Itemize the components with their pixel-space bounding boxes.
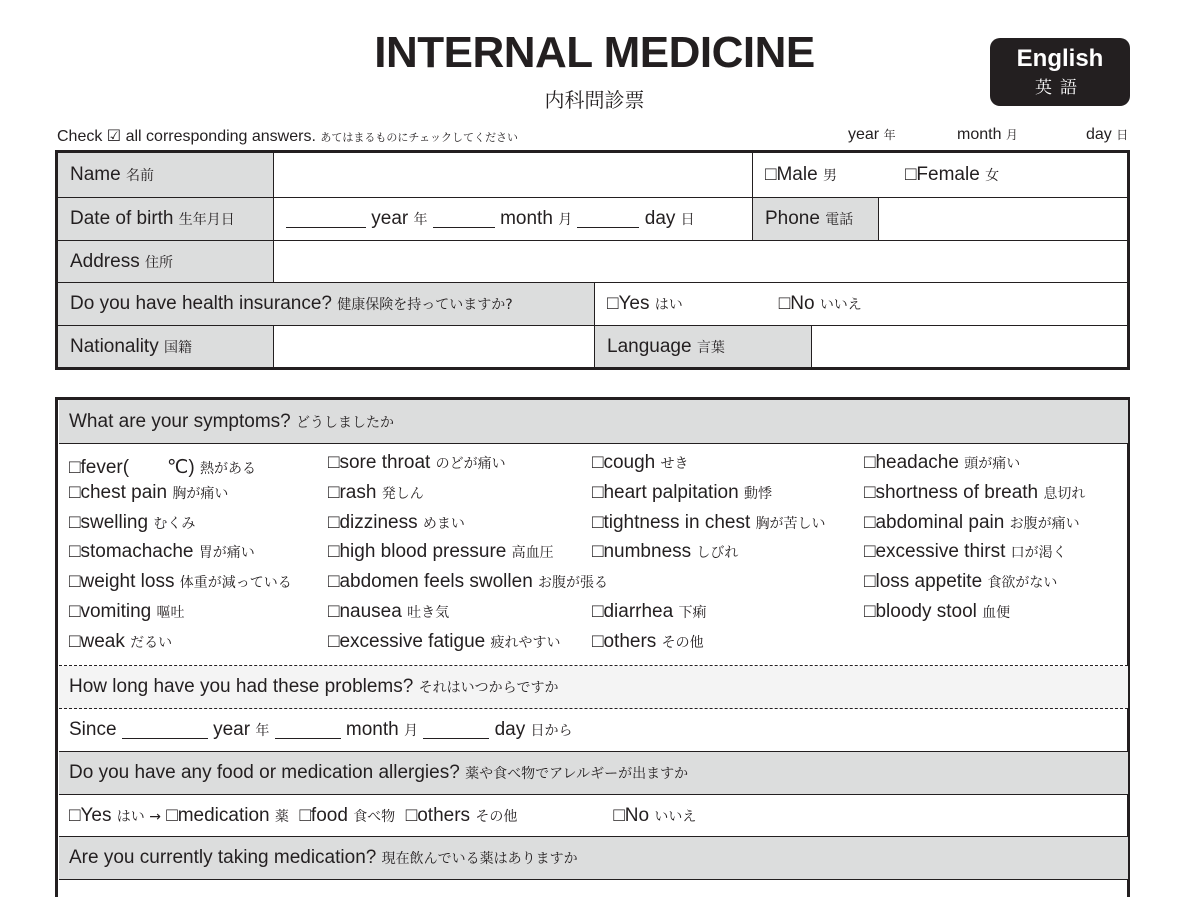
address-label: Address 住所 — [58, 241, 274, 283]
allergy-no-checkbox[interactable]: □No いいえ — [613, 804, 697, 826]
duration-answer[interactable]: Since year 年 month 月 day 日から — [59, 709, 1128, 752]
language-label: Language 言葉 — [595, 326, 812, 367]
symptom-checkbox[interactable]: □abdomen feels swollen お腹が張る — [328, 571, 609, 592]
dob-label: Date of birth 生年月日 — [58, 198, 274, 241]
symptom-checkbox[interactable]: □others その他 — [592, 631, 704, 652]
language-badge-ja: 英語 — [1035, 78, 1085, 98]
instruction-text: Check ☑ all corresponding answers. — [57, 128, 316, 145]
form-date-day[interactable]: day 日 — [1086, 126, 1129, 143]
symptom-checkbox[interactable]: □loss appetite 食欲がない — [864, 571, 1058, 592]
insurance-yes-checkbox[interactable]: □Yes はい — [607, 293, 683, 314]
symptom-checkbox[interactable]: □fever( ℃) 熱がある — [69, 457, 256, 478]
allergy-medication-checkbox[interactable]: □medication 薬 — [166, 804, 289, 826]
symptom-checkbox[interactable]: □dizziness めまい — [328, 512, 465, 533]
name-label: Name 名前 — [58, 153, 274, 198]
nationality-field[interactable] — [274, 326, 595, 367]
page-subtitle-ja: 内科問診票 — [544, 88, 645, 112]
symptom-checkbox[interactable]: □heart palpitation 動悸 — [592, 482, 772, 503]
sex-field — [753, 153, 1127, 198]
allergy-others-checkbox[interactable]: □others その他 — [405, 804, 518, 826]
instruction-line — [57, 126, 518, 146]
symptom-checkbox[interactable]: □abdominal pain お腹が痛い — [864, 512, 1080, 533]
form-date-year[interactable]: year 年 — [848, 126, 896, 143]
symptom-checkbox[interactable]: □diarrhea 下痢 — [592, 601, 707, 622]
symptom-checkbox[interactable]: □cough せき — [592, 452, 689, 473]
allergy-yes-checkbox[interactable]: □Yes はい → — [69, 804, 161, 826]
symptom-checkbox[interactable]: □high blood pressure 高血圧 — [328, 541, 554, 562]
symptom-checkbox[interactable]: □vomiting 嘔吐 — [69, 601, 185, 622]
symptom-checkbox[interactable]: □excessive thirst 口が渇く — [864, 541, 1067, 562]
personal-info-table — [55, 150, 1130, 370]
symptom-checkbox[interactable]: □bloody stool 血便 — [864, 601, 1011, 622]
male-checkbox[interactable]: □Male 男 — [765, 164, 837, 185]
symptom-checkbox[interactable]: □stomachache 胃が痛い — [69, 541, 255, 562]
insurance-no-checkbox[interactable]: □No いいえ — [778, 293, 862, 314]
symptom-checkbox[interactable]: □numbness しびれ — [592, 541, 739, 562]
language-field[interactable] — [812, 326, 1127, 367]
symptom-checkbox[interactable]: □headache 頭が痛い — [864, 452, 1021, 473]
symptom-checkbox[interactable]: □weight loss 体重が減っている — [69, 571, 292, 592]
allergy-food-checkbox[interactable]: □food 食べ物 — [299, 804, 396, 826]
name-field[interactable] — [274, 153, 753, 198]
symptoms-grid — [59, 444, 1128, 666]
insurance-question: Do you have health insurance? 健康保険を持っていますか? — [58, 283, 595, 326]
instruction-text-ja: あてはまるものにチェックしてください — [320, 131, 519, 144]
female-checkbox[interactable]: □Female 女 — [904, 164, 1000, 185]
form-date-month[interactable]: month 月 — [957, 126, 1018, 143]
symptom-checkbox[interactable]: □rash 発しん — [328, 482, 424, 503]
symptoms-question: What are your symptoms? どうしましたか — [59, 400, 1128, 444]
symptom-checkbox[interactable]: □weak だるい — [69, 631, 173, 652]
allergy-answer — [59, 795, 1128, 837]
phone-field[interactable] — [879, 198, 1127, 241]
duration-question: How long have you had these problems? それはいつからですか — [59, 666, 1128, 709]
phone-label: Phone 電話 — [753, 198, 879, 241]
nationality-label: Nationality 国籍 — [58, 326, 274, 367]
symptom-checkbox[interactable]: □excessive fatigue 疲れやすい — [328, 631, 561, 652]
symptom-checkbox[interactable]: □nausea 吐き気 — [328, 601, 450, 622]
insurance-answer — [595, 283, 1127, 326]
dob-field[interactable]: year 年 month 月 day 日 — [274, 198, 753, 241]
symptom-checkbox[interactable]: □swelling むくみ — [69, 512, 196, 533]
symptom-checkbox[interactable]: □chest pain 胸が痛い — [69, 482, 229, 503]
language-badge-en: English — [1016, 45, 1104, 72]
symptom-checkbox[interactable]: □shortness of breath 息切れ — [864, 482, 1086, 503]
symptom-checkbox[interactable]: □tightness in chest 胸が苦しい — [592, 512, 826, 533]
address-field[interactable] — [274, 241, 1127, 283]
allergy-question: Do you have any food or medication allergies? 薬や食べ物でアレルギーが出ますか — [59, 752, 1128, 795]
medication-question: Are you currently taking medication? 現在飲んでいる薬はありますか — [59, 837, 1128, 880]
language-badge — [990, 38, 1130, 106]
page-title: INTERNAL MEDICINE — [374, 28, 815, 77]
symptom-checkbox[interactable]: □sore throat のどが痛い — [328, 452, 506, 473]
